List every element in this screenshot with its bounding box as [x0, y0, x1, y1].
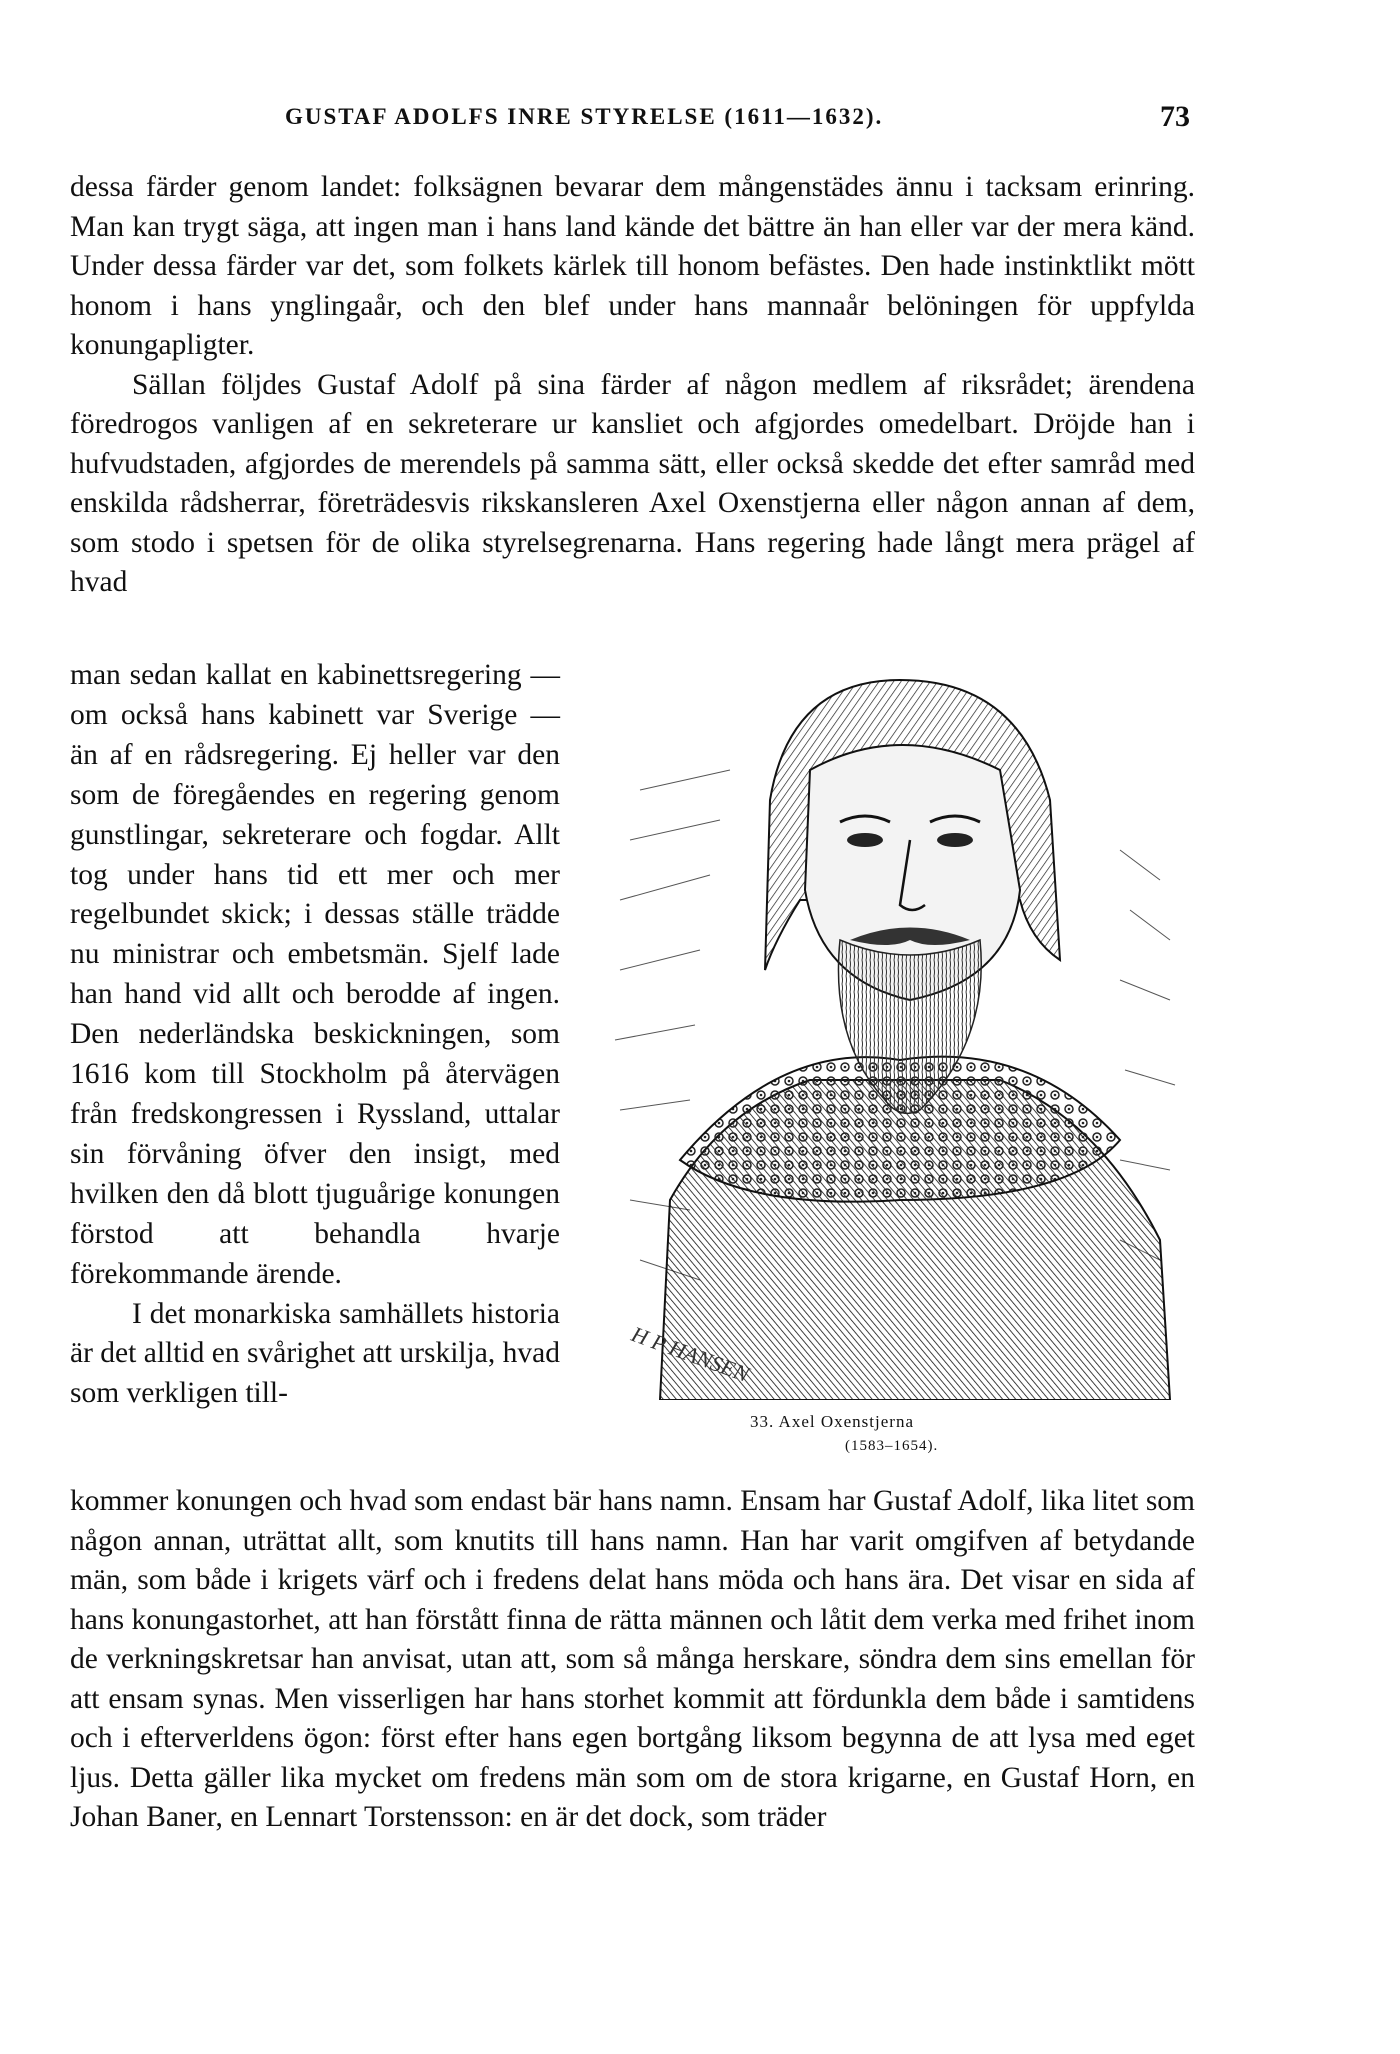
caption-dates: (1583–1654). [845, 1438, 939, 1454]
paragraph-2: Sällan följdes Gustaf Adolf på sina färder af någon medlem af riksrådet; ärendena föredrogos vanligen af en sekreterare ur kansliet och afgjordes omedelbart. Dröjde han i hufvudstaden, afgjordes de merendels på samma sätt, eller också skedde det efter samråd med enskilda rådsherrar, företrädesvis rikskansleren Axel Oxenstjerna eller någon annan af dem, som stodo i spetsen för de olika styrelsegrenarna. Hans regering hade långt mera prägel af hvad [70, 368, 1195, 598]
wrapped-text-column [70, 656, 560, 1414]
page-header [0, 100, 1400, 140]
bottom-text [70, 1482, 1195, 1838]
paragraph-5: kommer konungen och hvad som endast bär hans namn. Ensam har Gustaf Adolf, lika litet som någon annan, uträttat allt, som knutits till hans namn. Han har varit omgifven af betydande män, som både i krigets värf och i fredens delat hans möda och hans ära. Det visar en sida af hans konungastorhet, att han förstått finna de rätta männen och låtit dem verka med frihet inom de verkningskretsar han anvisat, utan att, som så många herskare, söndra dem sins emellan för att ensam synas. Men visserligen har hans storhet kommit att fördunkla dem både i samtidens och i efterverldens ögon: först efter hans egen bortgång liksom begynna de att lysa med eget ljus. Detta gäller lika mycket om fredens män som om de stora krigarne, en Gustaf Horn, en Johan Baner, en Lennart Torstensson: en är det dock, som träder [70, 1485, 1195, 1833]
paragraph-4: I det monarkiska samhällets historia är det alltid en svårighet att urskilja, hvad som verkligen till- [70, 1297, 560, 1410]
engraver-signature: H P HANSEN [628, 1321, 753, 1387]
caption-title: 33. Axel Oxenstjerna [750, 1412, 914, 1431]
paragraph-3: man sedan kallat en kabinettsregering — om också hans kabinett var Sverige — än af en rådsregering. Ej heller var den som de föregåendes en regering genom gunstlingar, sekreterare och fogdar. Allt tog under hans tid ett mer och mer regelbundet skick; i dessas ställe trädde nu ministrar och embetsmän. Sjelf lade han hand vid allt och berodde af ingen. Den nederländska beskickningen, som 1616 kom till Stockholm på återvägen från fredskongressen i Ryssland, uttalar sin förvåning öfver den insigt, med hvilken den då blott tjuguårige konungen förstod att behandla hvarje förekommande ärende. [70, 659, 560, 1290]
portrait-figure [600, 640, 1190, 1454]
top-text [70, 168, 1195, 603]
running-head: GUSTAF ADOLFS INRE STYRELSE (1611—1632). [285, 104, 884, 129]
paragraph-1: dessa färder genom landet: folksägnen bevarar dem mångenstädes ännu i tacksam erinring. Man kan trygt säga, att ingen man i hans land kände det bättre än han eller var der mera känd. Under dessa färder var det, som folkets kärlek till honom befästes. Den hade instinktlikt mött honom i hans ynglingaår, och den blef under hans mannaår belöningen för uppfylda konungapligter. [70, 171, 1195, 361]
portrait-engraving [600, 640, 1190, 1400]
figure-caption [750, 1410, 1070, 1458]
page-number: 73 [1160, 100, 1190, 133]
